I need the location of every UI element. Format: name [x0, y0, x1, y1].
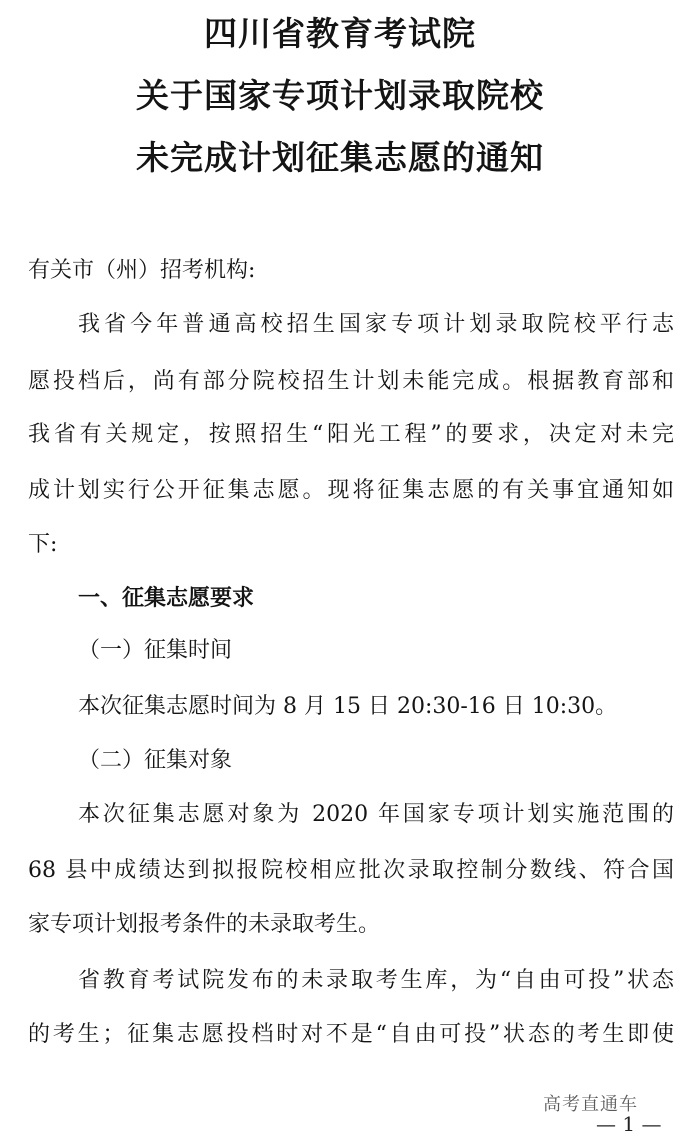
subheading-collection-target: （二）征集对象 — [78, 748, 233, 773]
paragraph-1-line-5: 下: — [28, 532, 58, 557]
paragraph-1-line-4: 成计划实行公开征集志愿。现将征集志愿的有关事宜通知如 — [28, 478, 674, 503]
document-title-line-1: 四川省教育考试院 — [204, 14, 476, 53]
paragraph-2-line-3: 家专项计划报考条件的未录取考生。 — [28, 912, 381, 937]
salutation: 有关市（州）招考机构: — [28, 258, 256, 283]
watermark: 高考直通车 — [543, 1094, 638, 1115]
document-title-line-3: 未完成计划征集志愿的通知 — [136, 138, 544, 177]
document-title-line-2: 关于国家专项计划录取院校 — [136, 76, 544, 115]
section-heading-requirements: 一、征集志愿要求 — [78, 586, 255, 611]
collection-time-text: 本次征集志愿时间为 8 月 15 日 20:30-16 日 10:30。 — [78, 694, 618, 719]
paragraph-3-line-2: 的考生；征集志愿投档时对不是“自由可投”状态的考生即使 — [28, 1022, 674, 1047]
paragraph-2-line-1: 本次征集志愿对象为 2020 年国家专项计划实施范围的 — [78, 802, 674, 827]
paragraph-1-line-2: 愿投档后，尚有部分院校招生计划未能完成。根据教育部和 — [28, 369, 674, 394]
paragraph-1-line-3: 我省有关规定，按照招生“阳光工程”的要求，决定对未完 — [28, 422, 674, 447]
subheading-collection-time: （一）征集时间 — [78, 638, 233, 663]
paragraph-3-line-1: 省教育考试院发布的未录取考生库，为“自由可投”状态 — [78, 968, 674, 993]
paragraph-1-line-1: 我省今年普通高校招生国家专项计划录取院校平行志 — [78, 312, 674, 337]
page-number: — 1 — — [596, 1112, 662, 1136]
paragraph-2-line-2: 68 县中成绩达到拟报院校相应批次录取控制分数线、符合国 — [28, 858, 674, 883]
